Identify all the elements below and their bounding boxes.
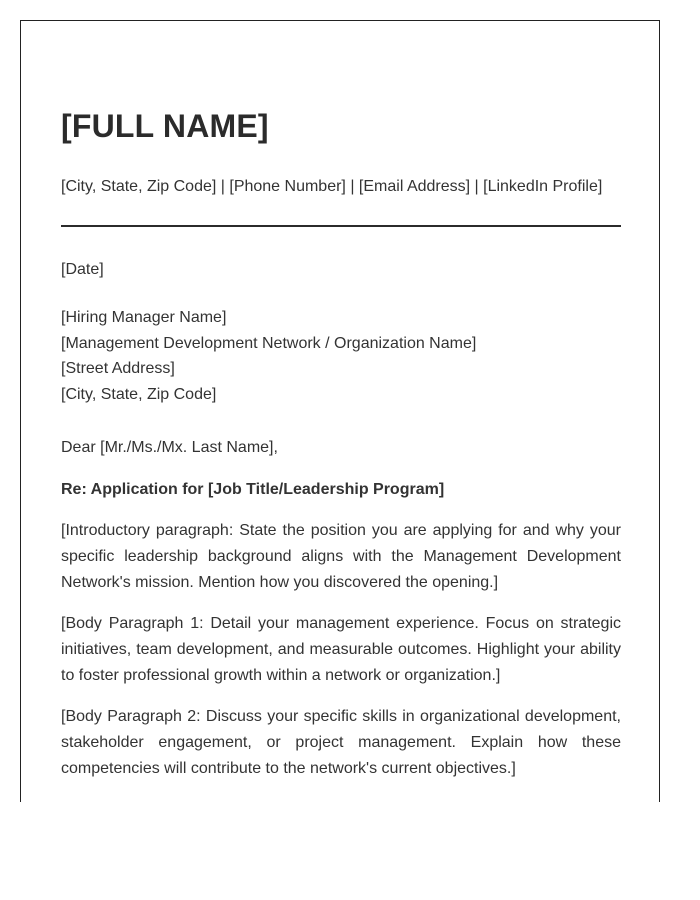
letter-page [20, 20, 660, 802]
body-paragraph-2: [Body Paragraph 2: Discuss your specific skills in organizational development, stakeholder engagement, or project management. Explain how these competencies will contribute to the network's current objectives.] [61, 708, 621, 777]
recipient-street: [Street Address] [61, 360, 175, 378]
recipient-organization: [Management Development Network / Organization Name] [61, 334, 477, 352]
header-divider [61, 225, 621, 227]
body-paragraph-1: [Body Paragraph 1: Detail your management experience. Focus on strategic initiatives, team development, and measurable outcomes. Highlight your ability to foster professional growth within a network or organization.] [61, 615, 621, 684]
contact-line: [City, State, Zip Code] | [Phone Number] | [Email Address] | [LinkedIn Profile] [61, 178, 603, 195]
intro-paragraph: [Introductory paragraph: State the position you are applying for and why your specific leadership background aligns with the Management Development Network's mission. Mention how you discovered the opening.] [61, 522, 621, 591]
full-name-heading: [FULL NAME] [61, 108, 269, 144]
recipient-city: [City, State, Zip Code] [61, 386, 217, 404]
recipient-block [61, 305, 476, 408]
salutation: Dear [Mr./Ms./Mx. Last Name], [61, 439, 278, 456]
recipient-name: [Hiring Manager Name] [61, 309, 227, 326]
subject-line: Re: Application for [Job Title/Leadership Program] [61, 481, 445, 498]
letter-date: [Date] [61, 261, 104, 278]
